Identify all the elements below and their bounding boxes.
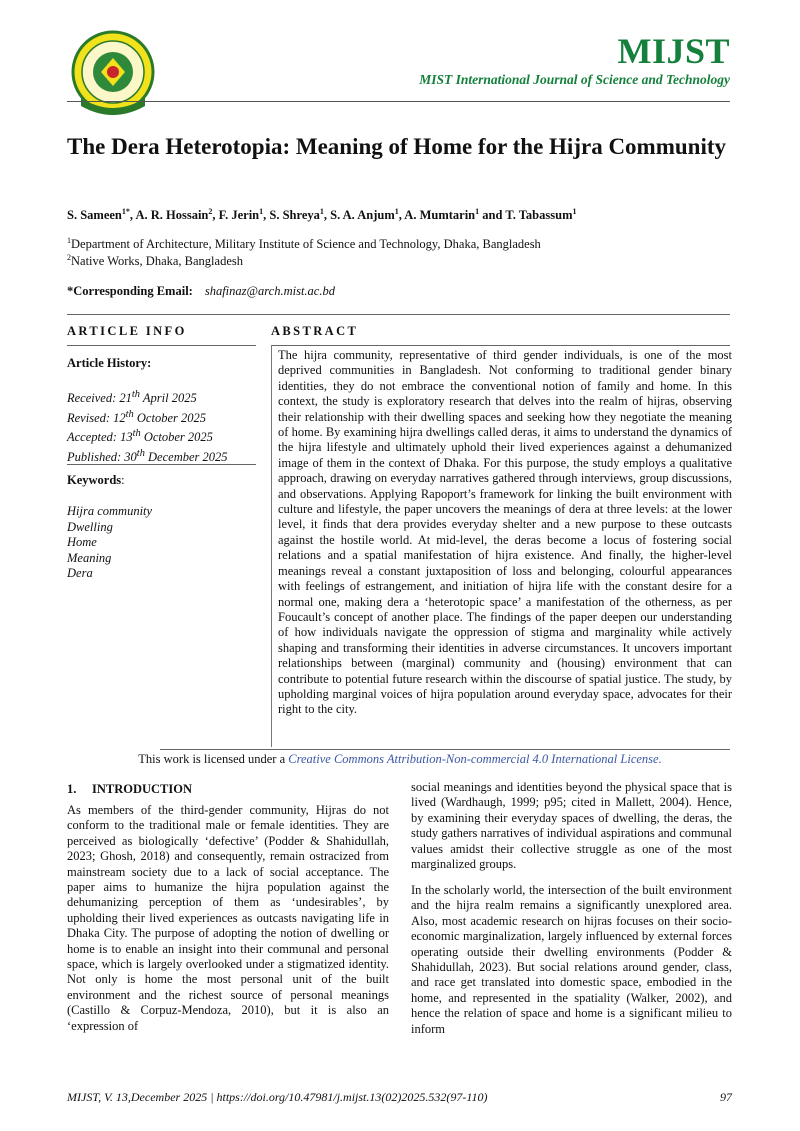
introduction-right-paragraph-2: In the scholarly world, the intersection of the built environment and the hijra realm remains a significantly unexplored area. Also, most academic research on hijras focuses on their socio-economic marginalization, largely influenced by external forces operating outside their dwelling environments (Podder & Shahidullah, 2023). But social relations around gender, class, and race get translated into domestic space, embodied in the home, and represented in the spatiality (Walker, 2002), and hence the relation of space and home is a significant milieu to inform	[411, 883, 732, 1036]
author-name: T. Tabassum	[505, 208, 573, 223]
author-affiliation-marker: 2	[208, 207, 213, 216]
keyword-item: Dera	[67, 566, 93, 580]
accepted-date: Accepted: 13th October 2025	[67, 428, 213, 445]
email-link[interactable]: shafinaz@arch.mist.ac.bd	[204, 284, 335, 298]
author-list: S. Sameen$^{1*}$, A. R. Hossain$^2$, F. Jerin$^1$, S. Shreya$^1$, S. A. Anjum$^1$, A. Mumtarin$^1$ and T. Tabassum$^1$	[67, 207, 577, 223]
introduction-right-paragraph-1: social meanings and identities beyond the physical space that is lived (Wardhaugh, 1999; p95; cited in Mallett, 2004). Hence, by examining their everyday spaces of dwelling, the deras, the study gathers narratives of individual aspirations and communal values amidst their collective struggle as one of the most marginalized groups.	[411, 780, 732, 872]
abstract-heading: ABSTRACT	[271, 324, 359, 338]
article-history-label: Article History:	[67, 356, 152, 370]
info-divider	[67, 314, 730, 315]
keyword-item: Dwelling	[67, 519, 113, 534]
license-link[interactable]: Creative Commons Attribution-Non-commercial 4.0 International License.	[288, 752, 662, 766]
introduction-heading: 1. INTRODUCTION	[67, 782, 193, 796]
paper-title: The Dera Heterotopia: Meaning of Home for the Hijra Community	[67, 134, 727, 159]
author-name: A. R. Hossain	[135, 208, 209, 223]
keywords-list	[67, 504, 152, 582]
author-name: F. Jerin	[218, 208, 260, 223]
journal-full-name: MIST International Journal of Science and Technology	[419, 72, 730, 87]
keywords-label: Keywords:	[67, 473, 125, 487]
corresponding-email: *Corresponding Email: shafinaz@arch.mist.ac.bd	[67, 284, 335, 298]
author-affiliation-marker: 1	[319, 207, 324, 216]
article-history-dates	[67, 387, 257, 466]
abstract-top-rule	[271, 345, 730, 346]
author-name: S. A. Anjum	[330, 208, 395, 223]
affiliation-1: $^1$Department of Architecture, Military Institute of Science and Technology, Dhaka, Bangladesh	[67, 236, 541, 252]
revised-date: Revised: 12th October 2025	[67, 408, 206, 425]
header-divider	[67, 101, 730, 102]
received-date: Received: 21th April 2025	[67, 389, 197, 406]
author-affiliation-marker: 1	[572, 207, 577, 216]
abstract-bottom-rule	[160, 749, 730, 750]
abstract-text: The hijra community, representative of third gender individuals, is one of the most deprived communities in Bangladesh. Not conforming to traditional gender binary identities, they do not embrace the conventional notion of family and home. In this context, the study is exploratory research that delves into the realm of hijras, observing their relationship with their dwelling spaces and seeking how they negotiate the meaning of home. By examining hijra dwellings called deras, it aims to understand the dynamics of the hijra lifestyle and ultimately uphold their lived experiences against a dehumanized image of them in the context of Dhaka. For this purpose, the study employs a qualitative approach, drawing on everyday narratives gathered through interviews, group discussions, and observations. Applying Rapoport’s framework for linking the built environment with culture and lifestyle, the paper uncovers the meanings of dera at three levels: at the lower level, it finds that dera provides everyday shelter and a new purpose to these outcasts against the hostile world. At mid-level, the deras become a locus of fostering social relations and a spatial manifestation of hijra existence. And finally, the higher-level meanings reveal a constant juxtaposition of loss and belonging, colourful appearances with feelings of estrangement, and initiation of hijra life with the constant desire for a normal one, making dera a ‘heterotopic space’ a manifestation of the otherness, as per Foucault’s concept of another place. The findings of the paper deepen our understanding of how individuals navigate the oppression of stigma and marginality while actively shaping and transforming their identities in adverse circumstances. It uncovers important relationships between (marginal) community and (housing) environment that can contribute to potential future research within the discourse of spatial justice. The study, by upholding marginal voices of hijra population around everyday space, advocates for their right to the city.	[278, 348, 732, 717]
footer-citation: MIJST, V. 13,December 2025 | https://doi.org/10.47981/j.mijst.13(02)2025.532(97-110)	[67, 1090, 488, 1104]
keyword-item: Hijra community	[67, 504, 153, 518]
journal-short-name: MIJST	[617, 31, 730, 71]
page-number: 97	[720, 1090, 732, 1104]
article-info-rule	[67, 345, 256, 346]
journal-logo	[66, 28, 160, 116]
abstract-left-border	[271, 345, 272, 747]
keywords-rule	[67, 464, 256, 465]
keyword-item: Home	[67, 535, 97, 549]
introduction-left-column: As members of the third-gender community, Hijras do not conform to the traditional male or female identities. They are perceived as biologically ‘defective’ (Podder & Shahidullah, 2023; Ghosh, 2018) and consequently, remain ostracized from mainstream society due to a lack of social acceptance. The paper aims to humanize the hijra population against the dehumanizing perception of them as ‘undesirables’, by upholding their lived experiences as outcasts navigating life in Dhaka City. The purpose of adopting the notion of dwelling or home is to enable an insight into their communal and personal space, which is largely overlooked under a stigmatized identity. Not only is home the most personal unit of the built environment and the richest source of personal meanings (Castillo & Corpuz-Mendoza, 2010), but it is also an ‘expression of	[67, 803, 389, 1033]
published-date: Published: 30th December 2025	[67, 447, 228, 465]
author-affiliation-marker: 1	[259, 207, 264, 216]
author-name: S. Sameen	[67, 208, 122, 223]
author-name: S. Shreya	[269, 208, 320, 223]
author-name: A. Mumtarin	[404, 208, 476, 223]
license-notice: This work is licensed under a Creative Commons Attribution-Non-commercial 4.0 International License.	[138, 752, 662, 766]
author-affiliation-marker: 1	[394, 207, 399, 216]
author-affiliation-marker: 1*	[121, 207, 130, 216]
author-affiliation-marker: 1	[475, 207, 480, 216]
affiliation-2: $^2$Native Works, Dhaka, Bangladesh	[67, 253, 243, 269]
keyword-item: Meaning	[67, 550, 112, 565]
article-info-heading: ARTICLE INFO	[67, 324, 187, 338]
